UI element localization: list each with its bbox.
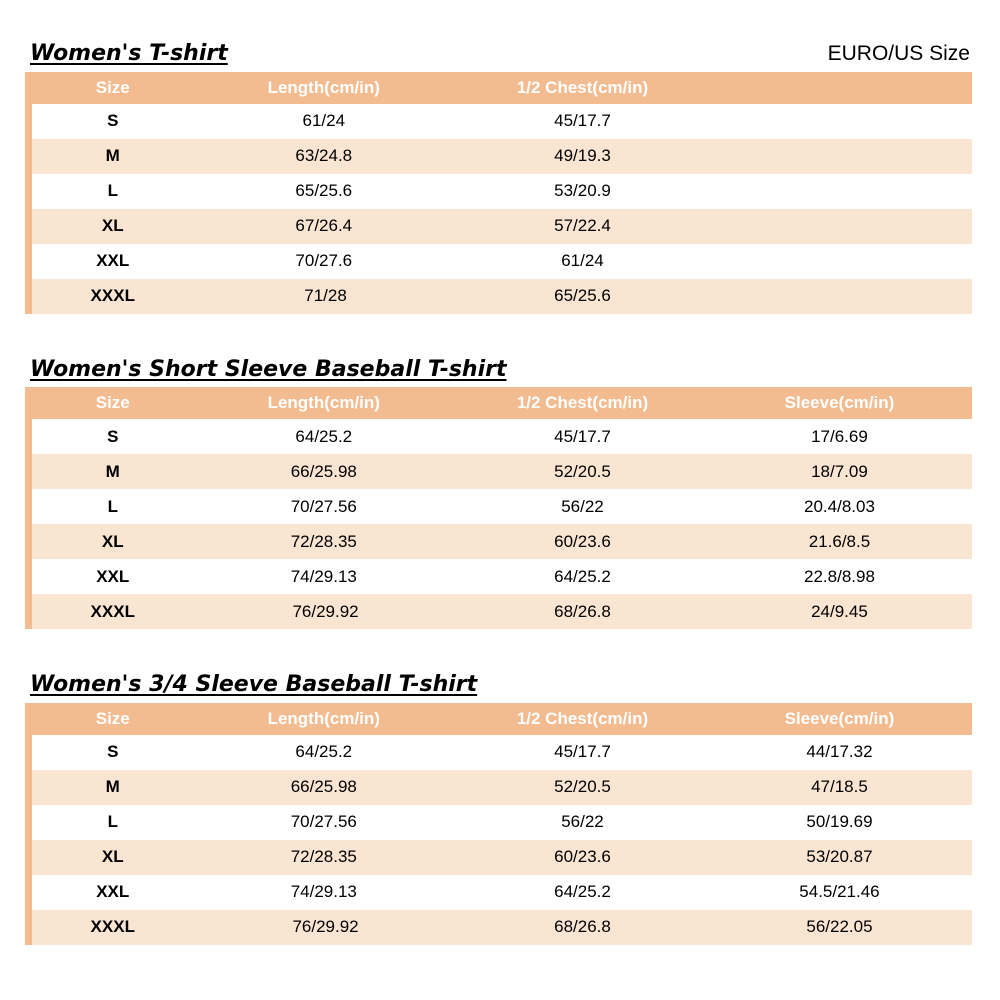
table-cell xyxy=(707,104,971,139)
table-cell xyxy=(707,174,971,209)
table-row xyxy=(29,209,972,244)
table-row xyxy=(29,594,972,629)
size-standard-label: EURO/US Size xyxy=(827,42,970,66)
table-cell: XXXL xyxy=(90,286,135,305)
table-section-three-quarter-sleeve-baseball xyxy=(25,671,975,945)
table-cell: 56/22 xyxy=(561,496,604,516)
table-row xyxy=(29,279,972,314)
table-title: Women's Short Sleeve Baseball T-shirt xyxy=(30,356,507,382)
table-cell: 72/28.35 xyxy=(290,531,357,551)
table-cell: S xyxy=(107,426,119,446)
table-cell: 47/18.5 xyxy=(811,777,868,796)
column-header: Size xyxy=(29,703,194,735)
table-cell: 72/28.35 xyxy=(290,847,357,866)
table-cell: 53/20.87 xyxy=(806,847,873,866)
table-header-row xyxy=(29,72,972,104)
column-header: Length(cm/in) xyxy=(194,703,458,735)
table-row xyxy=(29,524,972,559)
table-cell: 63/24.8 xyxy=(295,146,353,165)
table-cell: 56/22 xyxy=(561,812,604,831)
column-header: 1/2 Chest(cm/in) xyxy=(458,703,708,735)
table-cell: XL xyxy=(101,216,124,235)
table-section-womens-tshirt xyxy=(25,40,975,314)
table-title: Women's 3/4 Sleeve Baseball T-shirt xyxy=(30,672,478,697)
table-cell: 60/23.6 xyxy=(554,847,611,866)
table-cell: 70/27.6 xyxy=(295,251,353,270)
column-header: Length(cm/in) xyxy=(194,72,458,104)
table-cell: 45/17.7 xyxy=(554,426,611,446)
table-cell: 65/25.6 xyxy=(295,181,353,200)
table-title: Women's T-shirt xyxy=(30,41,228,66)
table-cell: 61/24 xyxy=(561,251,604,270)
table-header-row xyxy=(29,387,972,419)
table-cell: XXXL xyxy=(90,917,135,936)
table-cell: S xyxy=(107,742,119,761)
table-cell: 70/27.56 xyxy=(290,496,357,516)
column-header: 1/2 Chest(cm/in) xyxy=(458,72,708,104)
table-cell: 17/6.69 xyxy=(811,426,868,446)
title-row xyxy=(25,356,975,384)
column-header: Sleeve(cm/in) xyxy=(707,703,971,735)
table-section-short-sleeve-baseball xyxy=(25,356,975,630)
table-cell: L xyxy=(107,812,118,831)
table-cell: 70/27.56 xyxy=(290,812,357,831)
table-cell xyxy=(707,139,971,174)
table-cell: 67/26.4 xyxy=(295,216,353,235)
table-cell: 74/29.13 xyxy=(290,882,357,901)
table-cell: XXL xyxy=(96,882,130,901)
table-cell: 66/25.98 xyxy=(290,461,357,481)
table-cell: S xyxy=(107,111,119,130)
table-cell: 52/20.5 xyxy=(554,777,611,796)
table-cell: M xyxy=(105,146,120,165)
column-header: Sleeve(cm/in) xyxy=(707,387,971,419)
table-cell xyxy=(707,244,971,279)
table-cell: 71/28 xyxy=(304,286,347,305)
table-row xyxy=(29,910,972,945)
table-cell: XXL xyxy=(96,251,130,270)
table-cell: 53/20.9 xyxy=(554,181,611,200)
table-row xyxy=(29,489,972,524)
table-cell: 22.8/8.98 xyxy=(804,566,875,586)
table-cell: 45/17.7 xyxy=(554,742,611,761)
table-row xyxy=(29,139,972,174)
table-cell: 49/19.3 xyxy=(554,146,611,165)
table-row xyxy=(29,770,972,805)
table-cell: 24/9.45 xyxy=(811,601,868,621)
table-cell: 76/29.92 xyxy=(292,601,359,621)
table-cell: 18/7.09 xyxy=(811,461,868,481)
table-cell: XL xyxy=(101,531,124,551)
table-cell: 56/22.05 xyxy=(806,917,873,936)
table-cell: M xyxy=(105,461,120,481)
table-cell: L xyxy=(107,496,118,516)
table-cell: 61/24 xyxy=(302,111,346,130)
title-row xyxy=(25,40,975,68)
table-cell: 64/25.2 xyxy=(554,882,611,901)
table-row xyxy=(29,735,972,770)
size-table xyxy=(25,72,975,314)
size-table xyxy=(25,703,975,945)
table-cell: 64/25.2 xyxy=(554,566,611,586)
table-cell: 44/17.32 xyxy=(806,742,873,761)
table-row xyxy=(29,840,972,875)
table-cell: 50/19.69 xyxy=(806,812,873,831)
table-cell: 76/29.92 xyxy=(292,917,359,936)
column-header: Length(cm/in) xyxy=(194,387,458,419)
table-cell xyxy=(707,279,971,314)
table-row xyxy=(29,174,972,209)
table-cell: 54.5/21.46 xyxy=(799,882,880,901)
table-cell: 64/25.2 xyxy=(295,426,353,446)
table-cell: XL xyxy=(101,847,124,866)
table-row xyxy=(29,559,972,594)
table-cell: 65/25.6 xyxy=(554,286,611,305)
table-row xyxy=(29,419,972,454)
table-cell: 60/23.6 xyxy=(554,531,611,551)
table-cell: 52/20.5 xyxy=(554,461,611,481)
table-cell: 74/29.13 xyxy=(290,566,357,586)
column-header xyxy=(707,72,971,104)
table-cell: 57/22.4 xyxy=(554,216,611,235)
table-cell: 66/25.98 xyxy=(290,777,357,796)
table-header-row xyxy=(29,703,972,735)
table-cell: 68/26.8 xyxy=(554,601,611,621)
table-cell: 21.6/8.5 xyxy=(808,531,871,551)
table-cell: 64/25.2 xyxy=(295,742,353,761)
size-table xyxy=(25,387,975,629)
table-row xyxy=(29,454,972,489)
table-row xyxy=(29,805,972,840)
table-cell: 45/17.7 xyxy=(554,111,611,130)
column-header: 1/2 Chest(cm/in) xyxy=(458,387,708,419)
table-cell xyxy=(707,209,971,244)
table-row xyxy=(29,104,972,139)
table-cell: 68/26.8 xyxy=(554,917,611,936)
table-row xyxy=(29,244,972,279)
title-row xyxy=(25,671,975,699)
column-header: Size xyxy=(29,387,194,419)
table-cell: M xyxy=(105,777,120,796)
table-cell: 20.4/8.03 xyxy=(804,496,875,516)
table-cell: XXXL xyxy=(90,601,135,621)
table-cell: XXL xyxy=(96,566,130,586)
column-header: Size xyxy=(29,72,194,104)
table-cell: L xyxy=(107,181,118,200)
table-row xyxy=(29,875,972,910)
